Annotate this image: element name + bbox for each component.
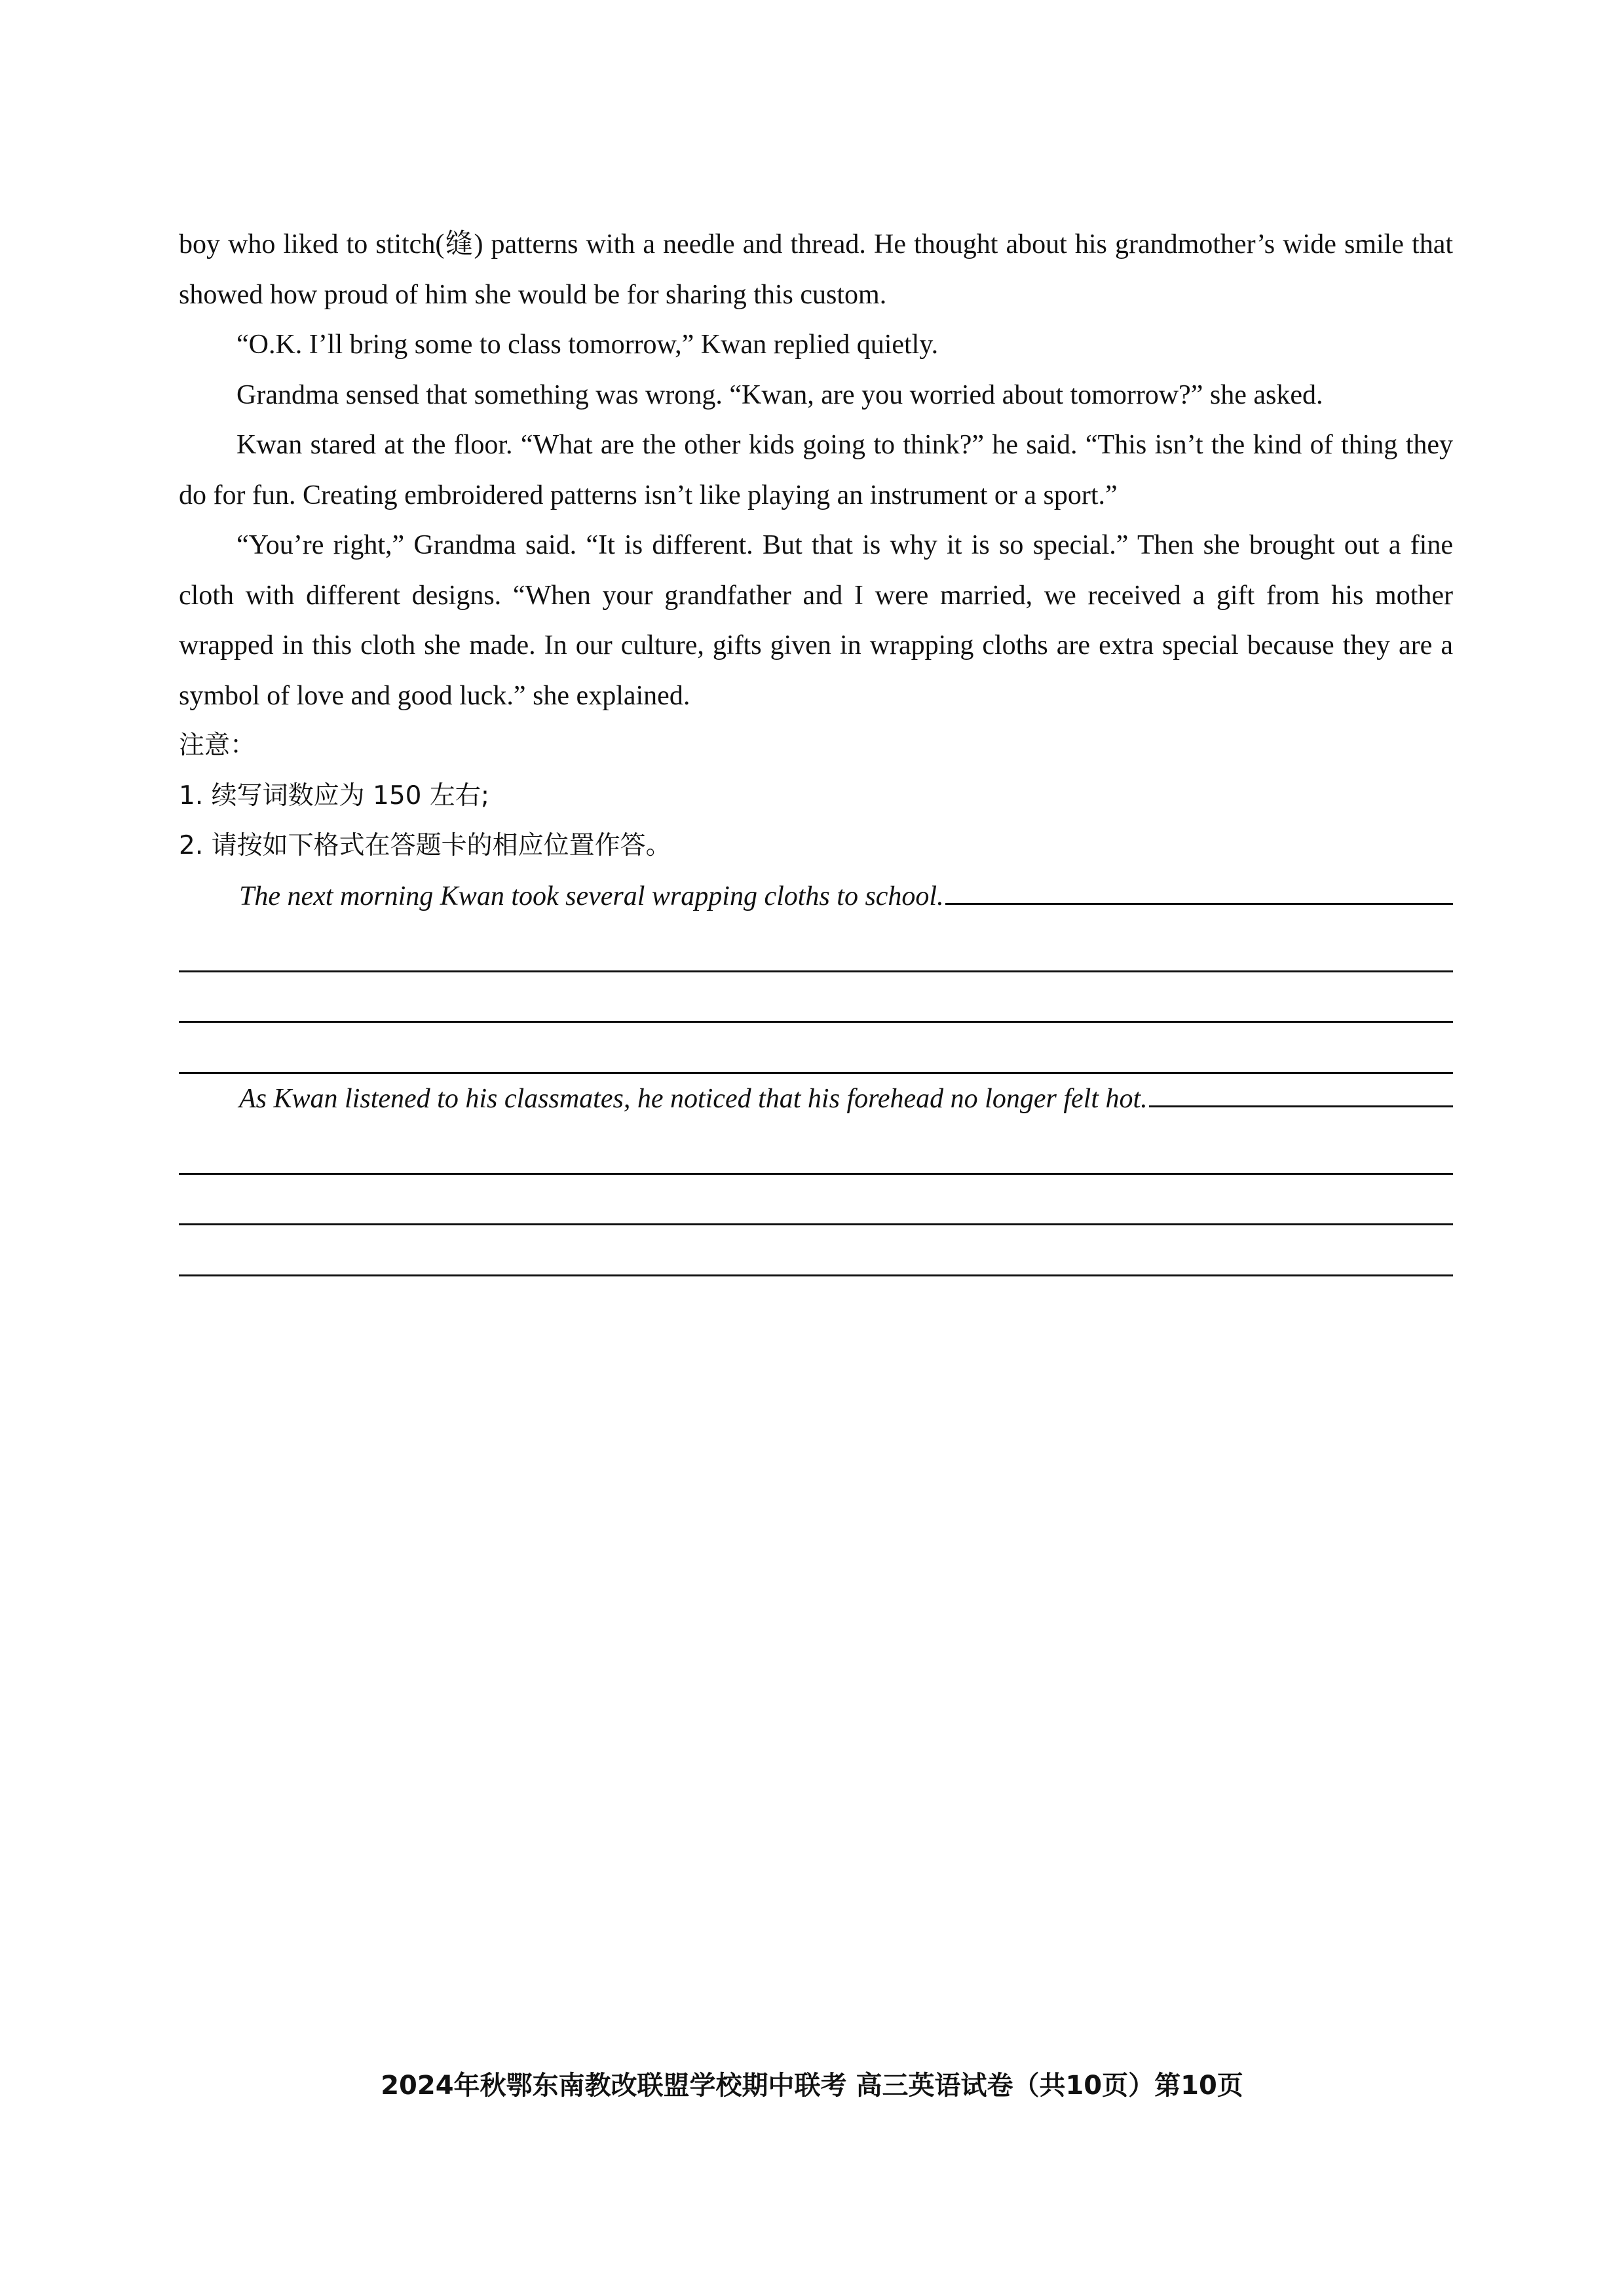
page-content [179, 220, 1453, 1276]
answer-blank-line[interactable] [179, 921, 1453, 972]
passage-paragraph-5: “You’re right,” Grandma said. “It is different. But that is why it is so special.” Then she brought out a fine cloth with different designs. “When your grandfather and I were married, we received a gift from his mother wrapped in this cloth she made. In our culture, gifts given in wrapping cloths are extra special because they are a symbol of love and good luck.” she explained. [179, 530, 1453, 711]
answer-blank-line[interactable] [179, 972, 1453, 1024]
answer-prompt-1-row [179, 871, 1453, 922]
answer-blank-line[interactable] [179, 1124, 1453, 1175]
passage-paragraph-4: Kwan stared at the floor. “What are the other kids going to think?” he said. “This isn’t the kind of thing they do for fun. Creating embroidered patterns isn’t like playing an instrument or a sport.” [179, 430, 1453, 510]
passage-paragraph-3: Grandma sensed that something was wrong. “Kwan, are you worried about tomorrow?” she asked. [236, 379, 1323, 410]
answer-blank-inline-2[interactable] [1149, 1078, 1453, 1107]
answer-prompt-2-row [179, 1074, 1453, 1124]
answer-prompt-1: The next morning Kwan took several wrapping cloths to school. [239, 881, 944, 911]
answer-blank-line[interactable] [179, 1225, 1453, 1276]
answer-blank-inline-1[interactable] [945, 875, 1453, 905]
passage-paragraph-1: boy who liked to stitch(缝) patterns with a needle and thread. He thought about his grandmother’s wide smile that showed how proud of him she would be for sharing this custom. [179, 229, 1453, 310]
notes-heading: 注意： [179, 731, 256, 760]
page-footer: 2024年秋鄂东南教改联盟学校期中联考 高三英语试卷（共10页）第10页 [381, 2071, 1243, 2101]
note-item-2: 2. 请按如下格式在答题卡的相应位置作答。 [179, 831, 671, 860]
answer-blank-line[interactable] [179, 1023, 1453, 1074]
answer-blank-line[interactable] [179, 1175, 1453, 1226]
answer-prompt-2: As Kwan listened to his classmates, he noticed that his forehead no longer felt hot. [239, 1083, 1148, 1114]
passage-paragraph-2: “O.K. I’ll bring some to class tomorrow,” Kwan replied quietly. [236, 330, 939, 360]
note-item-1: 1. 续写词数应为 150 左右; [179, 780, 489, 811]
